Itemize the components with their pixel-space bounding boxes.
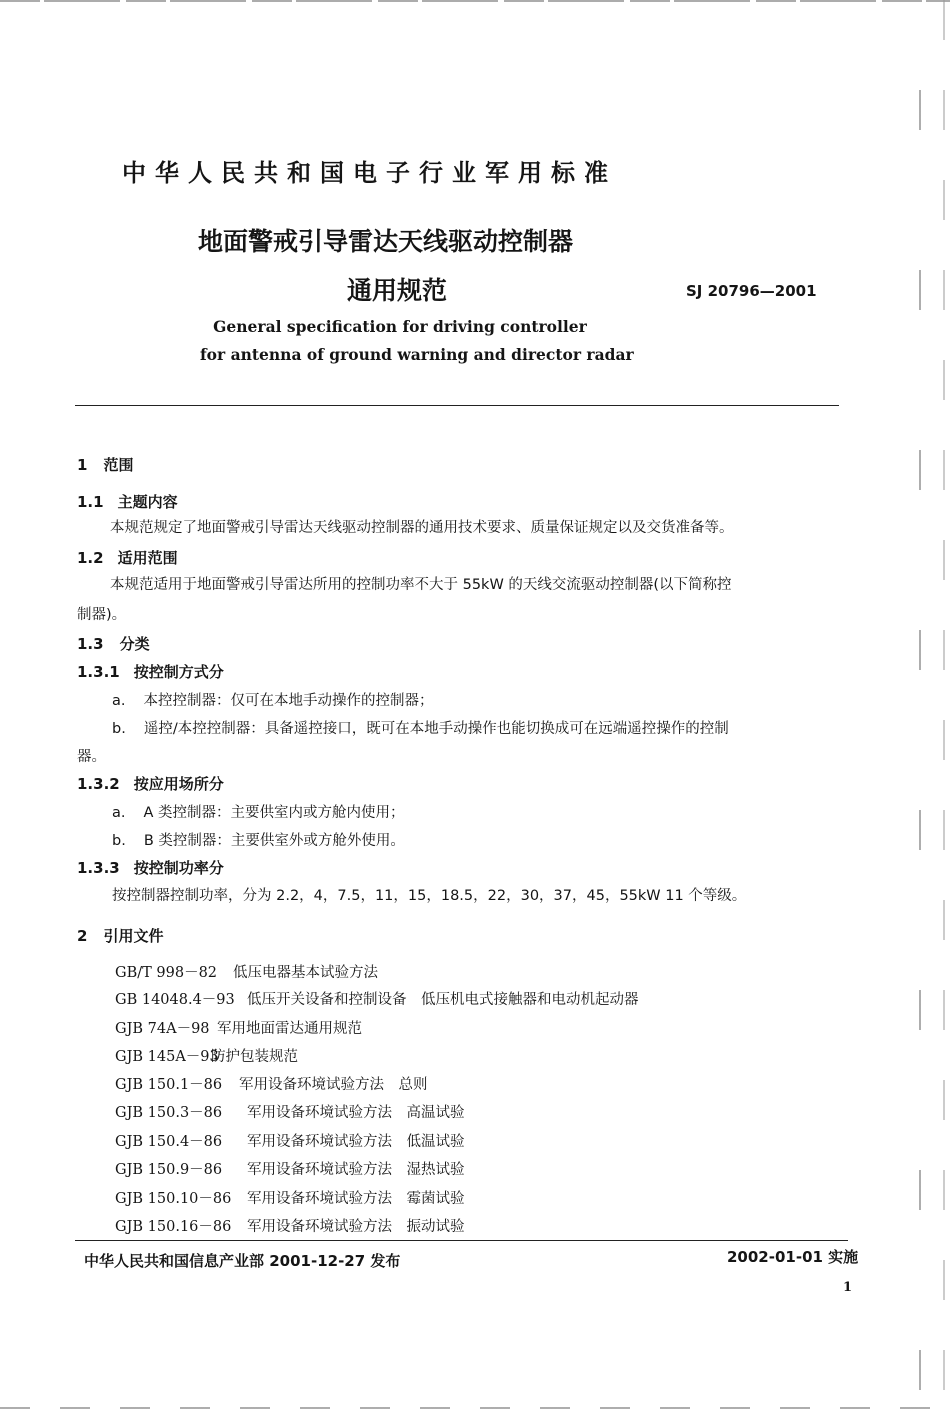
scan-border-right-outer: [943, 0, 945, 1415]
section-title: 引用文件: [103, 927, 164, 945]
section-1-heading: [77, 454, 133, 475]
reference-row: [115, 1158, 465, 1179]
section-1-2-heading: [77, 547, 178, 568]
reference-name: 军用设备环境试验方法 低温试验: [247, 1134, 465, 1150]
reference-row: [115, 1017, 362, 1038]
title-en-line2: for antenna of ground warning and director radar: [200, 345, 634, 364]
reference-name: 低压开关设备和控制设备 低压机电式接触器和电动机起动器: [247, 992, 639, 1008]
title-cn-line1: 地面警戒引导雷达天线驱动控制器: [198, 227, 574, 256]
title-cn-line2: 通用规范: [347, 276, 448, 305]
section-1-1-heading: [77, 491, 178, 512]
list-item-text: 遥控/本控控制器：具备遥控接口，既可在本地手动操作也能切换成可在远端遥控操作的控制: [143, 721, 729, 737]
section-2-heading: [77, 925, 163, 946]
reference-name: 军用地面雷达通用规范: [217, 1021, 362, 1037]
title-en-line1: General specification for driving controller: [213, 317, 587, 336]
reference-name: 军用设备环境试验方法 振动试验: [247, 1219, 465, 1235]
section-number: 2: [77, 927, 88, 945]
reference-name: 军用设备环境试验方法 霉菌试验: [247, 1191, 465, 1207]
section-1-3-2-heading: [77, 773, 224, 794]
section-number: 1: [77, 456, 88, 474]
header-rule: [75, 405, 839, 406]
list-item-text: B 类控制器：主要供室外或方舱外使用。: [143, 833, 405, 849]
reference-code: GB/T 998－82: [115, 965, 218, 981]
section-1-2-text-line1: 本规范适用于地面警戒引导雷达所用的控制功率不大于 55kW 的天线交流驱动控制器(以下简称控: [110, 577, 732, 593]
section-1-2-text-line2: 制器)。: [77, 607, 127, 623]
reference-row: [115, 1101, 465, 1122]
section-1-3-3-text: 按控制器控制功率，分为 2.2，4，7.5，11，15，18.5，22，30，37，45，55kW 11 个等级。: [112, 888, 747, 904]
reference-name: 防护包装规范: [211, 1049, 298, 1065]
reference-code: GJB 150.9－86: [115, 1162, 223, 1178]
standard-code: SJ 20796—2001: [686, 282, 817, 300]
section-1-3-heading: [77, 633, 150, 654]
reference-name: 军用设备环境试验方法 湿热试验: [247, 1162, 465, 1178]
reference-code: GJB 150.10－86: [115, 1191, 232, 1207]
reference-row: [115, 1130, 465, 1151]
reference-name: 军用设备环境试验方法 高温试验: [247, 1105, 465, 1121]
page-number: 1: [843, 1280, 853, 1295]
reference-row: [115, 1073, 428, 1094]
reference-name: 军用设备环境试验方法 总则: [239, 1077, 428, 1093]
section-number: 1.3.1: [77, 663, 120, 681]
section-1-3-1-heading: [77, 661, 224, 682]
reference-code: GJB 74A－98: [115, 1021, 210, 1037]
section-1-3-1-item-a: [112, 689, 434, 710]
section-number: 1.2: [77, 549, 104, 567]
section-1-3-1-item-b: [112, 717, 729, 738]
section-title: 适用范围: [117, 549, 178, 567]
section-title: 按控制功率分: [133, 859, 224, 877]
reference-code: GJB 150.16－86: [115, 1219, 232, 1235]
section-title: 主题内容: [117, 493, 178, 511]
section-number: 1.1: [77, 493, 104, 511]
reference-code: GJB 145A－93: [115, 1049, 219, 1065]
reference-code: GB 14048.4－93: [115, 992, 235, 1008]
reference-row: [115, 1215, 465, 1236]
section-1-3-3-heading: [77, 857, 224, 878]
reference-row: [115, 988, 639, 1009]
standard-name: 中华人民共和国电子行业军用标准: [122, 159, 617, 187]
list-marker: b.: [112, 721, 126, 737]
section-title: 分类: [119, 635, 150, 653]
section-title: 按应用场所分: [133, 775, 224, 793]
section-1-3-2-item-a: [112, 801, 405, 822]
section-number: 1.3.3: [77, 859, 120, 877]
issuer-line: 中华人民共和国信息产业部 2001-12-27 发布: [84, 1252, 401, 1270]
list-marker: a.: [112, 805, 126, 821]
list-item-text: A 类控制器：主要供室内或方舱内使用；: [143, 805, 405, 821]
section-1-1-text: 本规范规定了地面警戒引导雷达天线驱动控制器的通用技术要求、质量保证规定以及交货准备等。: [110, 520, 734, 536]
effective-date: 2002-01-01 实施: [727, 1248, 859, 1266]
section-title: 范围: [103, 456, 134, 474]
reference-row: [115, 1187, 465, 1208]
reference-row: [115, 961, 378, 982]
list-item-text: 本控控制器：仅可在本地手动操作的控制器；: [143, 693, 434, 709]
scan-border-top: [0, 0, 950, 2]
footer-rule: [75, 1240, 848, 1241]
reference-code: GJB 150.4－86: [115, 1134, 223, 1150]
section-1-3-2-item-b: [112, 829, 405, 850]
scan-border-right: [919, 30, 921, 1400]
section-1-3-1-item-b-cont: 器。: [77, 749, 106, 765]
reference-code: GJB 150.3－86: [115, 1105, 223, 1121]
section-title: 按控制方式分: [133, 663, 224, 681]
section-number: 1.3.2: [77, 775, 120, 793]
list-marker: a.: [112, 693, 126, 709]
section-number: 1.3: [77, 635, 104, 653]
scan-border-bottom: [0, 1407, 950, 1409]
reference-row: [115, 1045, 298, 1066]
reference-name: 低压电器基本试验方法: [233, 965, 378, 981]
reference-code: GJB 150.1－86: [115, 1077, 223, 1093]
list-marker: b.: [112, 833, 126, 849]
